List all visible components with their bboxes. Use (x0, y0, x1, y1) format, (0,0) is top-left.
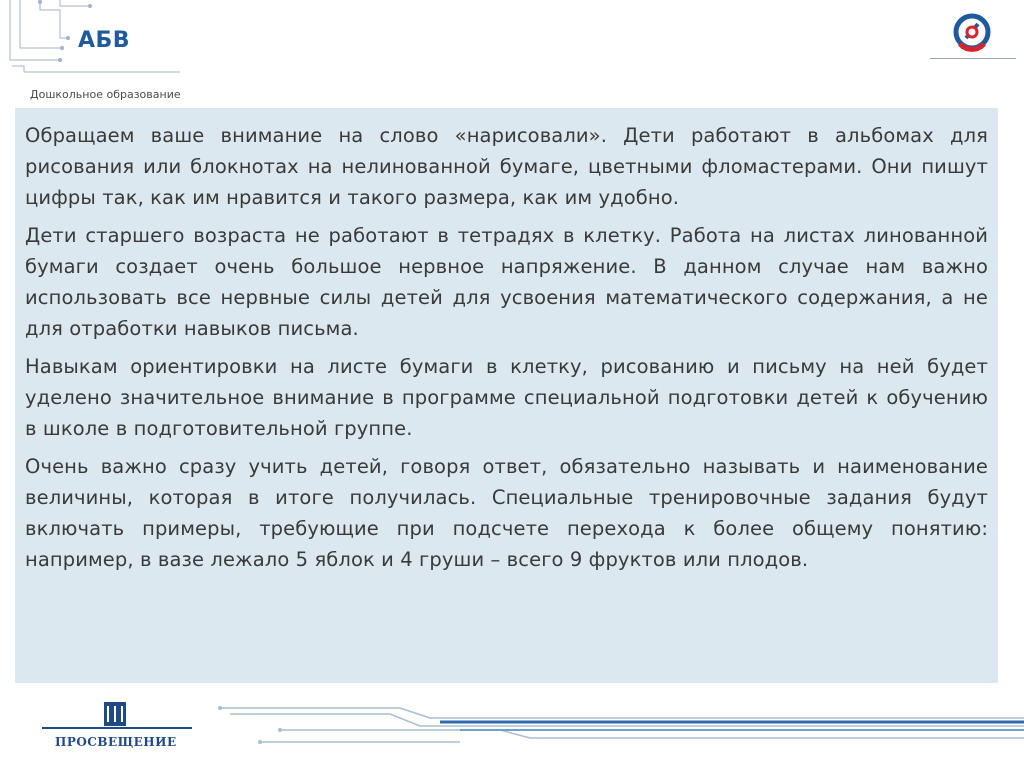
footer-stripes-decoration (200, 698, 1024, 758)
ring-logo-icon (950, 12, 996, 56)
content-box (15, 108, 998, 683)
paragraph-3: Навыкам ориентировки на листе бумаги в клетку, рисованию и письму на ней будет уделено значительное внимание в программе специальной подготовки детей к обучению в школе в подготовительной группе. (25, 355, 988, 440)
brand-subtitle: Дошкольное образование (30, 88, 181, 101)
publisher-label: ПРОСВЕЩЕНИЕ (55, 735, 177, 749)
brand-logo-text: АБВ (78, 28, 131, 53)
paragraph-1: Обращаем ваше внимание на слово «нарисовали». Дети работают в альбомах для рисования или блокнотах на нелинованной бумаге, цветными фломастерами. Они пишут цифры так, как им нравится и такого размера, как им удобно. (25, 124, 988, 209)
logo-divider (930, 58, 1016, 59)
paragraph-4: Очень важно сразу учить детей, говоря ответ, обязательно называть и наименование величины, которая в итоге получилась. Специальные тренировочные задания будут включать примеры, требующие при подсчете перехода к более общему понятию: например, в вазе лежало 5 яблок и 4 груши – всего 9 фруктов или плодов. (25, 455, 988, 571)
paragraph-2: Дети старшего возраста не работают в тетрадях в клетку. Работа на листах линованной бумаги создает очень большое нервное напряжение. В данном случае нам важно использовать все нервные силы детей для усвоения математического содержания, а не для отработки навыков письма. (25, 224, 988, 340)
book-emblem-icon (42, 700, 192, 732)
